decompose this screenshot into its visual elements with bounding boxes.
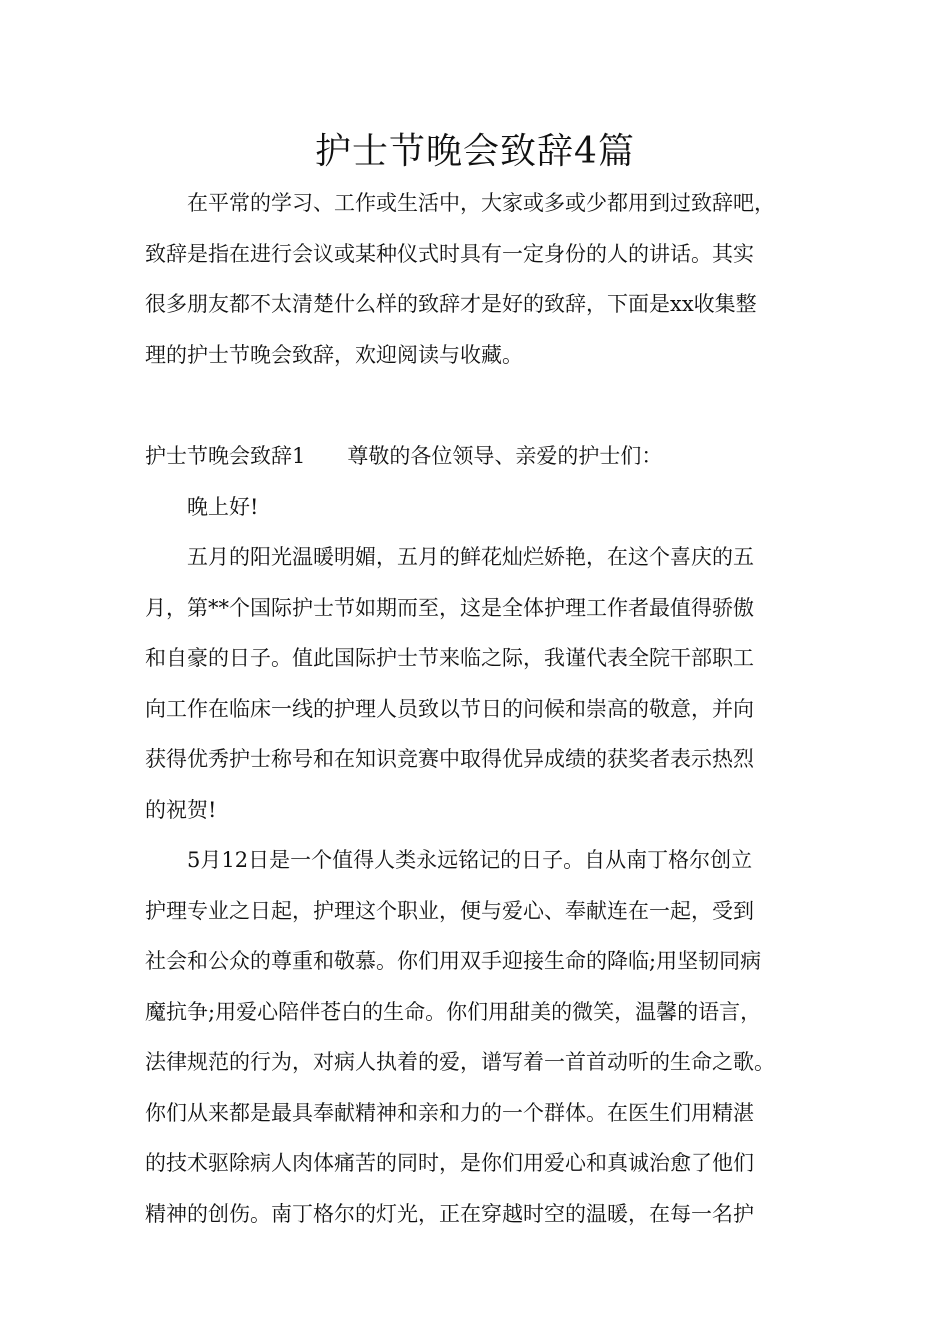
document-title: 护士节晚会致辞4篇 <box>315 131 635 172</box>
salutation: 尊敬的各位领导、亲爱的护士们： <box>347 444 663 468</box>
paragraph-line: 精神的创伤。南丁格尔的灯光，正在穿越时空的温暖，在每一名护 <box>145 1201 754 1226</box>
intro-line: 致辞是指在进行会议或某种仪式时具有一定身份的人的讲话。其实 <box>145 241 754 266</box>
section-heading: 护士节晚会致辞1 <box>145 444 306 468</box>
paragraph-line: 的技术驱除病人肉体痛苦的同时，是你们用爱心和真诚治愈了他们 <box>145 1151 754 1175</box>
intro-line: 理的护士节晚会致辞，欢迎阅读与收藏。 <box>145 342 523 367</box>
paragraph-line: 护理专业之日起，护理这个职业，便与爱心、奉献连在一起，受到 <box>145 898 754 923</box>
paragraph-line: 你们从来都是最具奉献精神和亲和力的一个群体。在医生们用精湛 <box>145 1100 754 1125</box>
paragraph-spacer <box>145 380 835 431</box>
paragraph-line: 5月12日是一个值得人类永远铭记的日子。自从南丁格尔创立 <box>187 848 753 872</box>
paragraph-line: 和自豪的日子。值此国际护士节来临之际，我谨代表全院干部职工 <box>145 646 754 670</box>
intro-line: 在平常的学习、工作或生活中，大家或多或少都用到过致辞吧， <box>187 191 775 215</box>
paragraph-line: 向工作在临床一线的护理人员致以节日的问候和崇高的敬意，并向 <box>145 696 754 721</box>
paragraph-line: 魔抗争;用爱心陪伴苍白的生命。你们用甜美的微笑，温馨的语言， <box>145 999 762 1024</box>
paragraph-line: 的祝贺! <box>145 797 217 822</box>
section-heading-line <box>145 431 835 482</box>
paragraph-line: 社会和公众的尊重和敬慕。你们用双手迎接生命的降临;用坚韧同病 <box>145 949 762 973</box>
paragraph-line: 月，第**个国际护士节如期而至，这是全体护理工作者最值得骄傲 <box>145 595 754 620</box>
intro-line: 很多朋友都不太清楚什么样的致辞才是好的致辞，下面是xx收集整 <box>145 292 757 316</box>
document-body <box>145 178 835 1239</box>
paragraph-line: 法律规范的行为，对病人执着的爱，谱写着一首首动听的生命之歌。 <box>145 1050 775 1074</box>
greeting: 晚上好! <box>187 494 259 519</box>
paragraph-line: 获得优秀护士称号和在知识竞赛中取得优异成绩的获奖者表示热烈 <box>145 747 754 771</box>
paragraph-line: 五月的阳光温暖明媚，五月的鲜花灿烂娇艳，在这个喜庆的五 <box>187 545 754 569</box>
